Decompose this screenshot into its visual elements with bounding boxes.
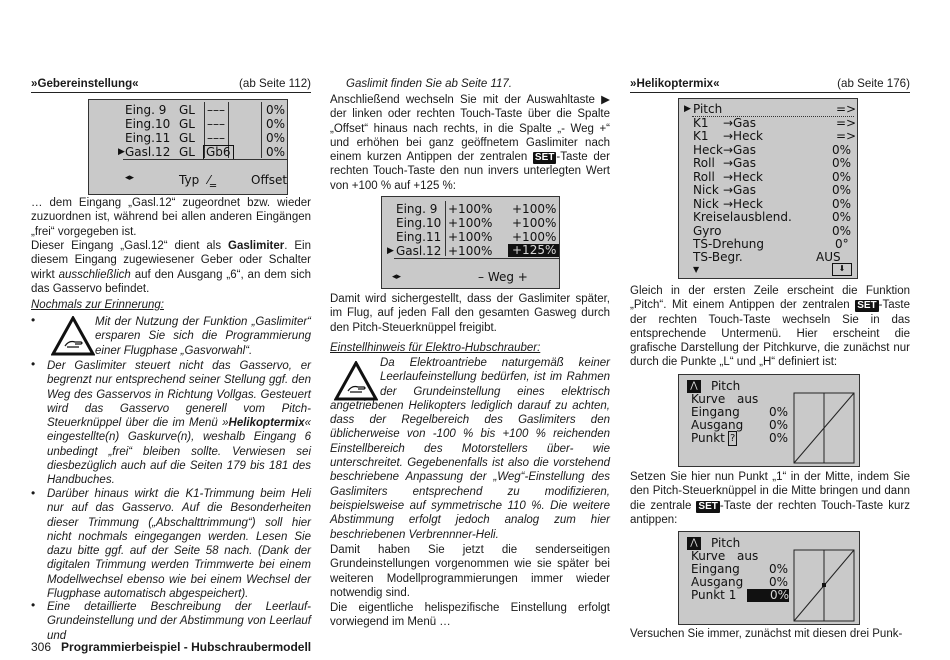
lcd-row: 0% [832,183,852,197]
lcd-row: 0% [832,210,852,224]
lcd-row: +100% [448,216,493,230]
section-page-ref: (ab Seite 176) [837,77,910,90]
lcd-row: ––– [207,103,225,117]
lcd-row: Eing. 9 [396,202,438,216]
lcd-row: 0% [266,131,286,145]
lcd-row: +100% [512,202,557,216]
lcd-row: => [836,116,857,130]
lcd-underline [123,159,287,160]
bullet-text: Der Gaslimiter steuert nicht das Gasservo, er begrenzt nur entsprechend seiner Stellung ggf. den Weg des Gasservos in Richtung Vollgas. Gesteuert wird das Gasservo generell vom Pitch-Steuerknüppel über die im Menü »Helikoptermix« eingestellte(n) Gaskurve(n), weshalb Eingang 6 unbedingt „frei“ bleiben sollte. Verwiesen sei diesbezüglich auch auf die Seiten 179 bis 181 des Handbuches. [47,360,311,487]
lcd-row: Gyro [693,224,722,238]
paragraph: Die eigentliche helispezifische Einstellung erfolgt vorwiegend im Menü … [330,602,610,629]
bullet-icon: • [31,486,36,500]
lcd-pitch-curve-screen [678,374,860,467]
lcd-row: Kurve [691,549,726,563]
paragraph: Gleich in der ersten Zeile erscheint die Funktion „Pitch“. Mit einem Antippen der zentralen SET -Taste der rechten Touch-Taste wechseln Sie in das entsprechende Untermenü. Hier erscheint die grafische Darstellung der Pitchkurve, die zunächst nur durch die Punkte „L“ und „H“ definiert ist: [630,285,910,369]
lcd-title: Pitch [711,536,741,550]
reminder-heading: Nochmals zur Erinnerung: [31,299,164,311]
bullet-text: Darüber hinaus wirkt die K1-Trimmung beim Heli nur auf das Gasservo. Auf die Besonderheiten dieser Trimmung („Abschalttrimmung“) soll hier nicht nochmals eingegangen werden. Lesen Sie dazu bitte ggf. auf der Seite 58 nach. (Dank der digitalen Trimmung werden Trimmwerte bei einem Modellwechsel ebenso wie bei einem Wechsel der Flugphase automatisch abgespeichert). [47,488,311,601]
lcd-row: 0% [266,145,286,159]
lcd-row: 0° [835,237,849,251]
lcd-row: TS-Drehung [693,237,765,251]
lcd-row: Eing.10 [125,117,171,131]
lcd-row: Eingang [691,405,740,419]
lcd-row: K1 [693,129,709,143]
lcd-row: Eing.10 [396,216,442,230]
lcd-row: Nick [693,197,719,211]
bullet-icon: • [31,598,36,612]
lcd-row: →Gas [723,183,756,197]
lcd-row: 0% [832,224,852,238]
section-header [630,76,910,93]
lcd-row: +100% [448,202,493,216]
lcd-row: GL [179,117,195,131]
paragraph: Gaslimit finden Sie ab Seite 117. [346,78,512,90]
pitch-curve-graph [791,375,857,464]
lcd-row: TS-Begr. [693,250,743,264]
lcd-row: Roll [693,170,715,184]
lcd-row: => [836,129,857,143]
lcd-row: Punkt [691,431,725,445]
lcd-row: →Gas [723,116,756,130]
lcd-footer-typ: Typ [179,173,200,187]
bullet-text: Eine detaillierte Beschreibung der Leerlauf-Grundeinstellung und der Abstimmung von Leerlauf und [47,601,311,642]
lcd-row: +100% [512,216,557,230]
curve-icon: ⋀ [687,380,701,393]
set-key-icon: SET [857,300,877,312]
section-title: »Helikoptermix« [630,77,720,90]
lcd-row-selected: Gasl.12 [396,244,442,258]
lcd-row: 0% [832,156,852,170]
lcd-row: ? [730,433,736,444]
lcd-row: →Heck [723,197,764,211]
lcd-row: Eing.11 [396,230,442,244]
lcd-underline [394,258,559,259]
lcd-value-inverted: +125% [508,244,559,257]
lcd-row: →Heck [723,170,764,184]
pitch-curve-graph [791,532,857,622]
lcd-row: Gb6 [203,145,234,160]
lcd-row: Eing.11 [125,131,171,145]
lcd-row: Nick [693,183,719,197]
nav-arrows-icon: ◂▸ [125,173,135,183]
lcd-row: Roll [693,156,715,170]
paragraph: Anschließend wechseln Sie mit der Auswahltaste ▶ der linken oder rechten Touch-Taste über die Spalte „Offset“ hinaus nach rechts, in die Spalte „- Weg +“ und erhöhen bei ganz geöffnetem Gaslimiter nach einem kurzen Antippen der zentralen SET -Taste der rechten Touch-Taste den nun invers unterlegten Wert von +100 % auf +125 %: [330,94,610,192]
set-key-icon: SET [698,500,718,512]
section-title: »Gebereinstellung« [31,77,139,90]
lcd-cursor-icon: ▶ [684,104,691,114]
lcd-vline [445,201,446,256]
scroll-down-icon: ▼ [693,265,700,274]
lcd-title: Pitch [711,379,741,393]
column-middle [330,0,610,660]
nav-arrows-icon: ◂▸ [392,272,402,282]
lcd-row: 0% [832,170,852,184]
lcd-row: aus [737,392,759,406]
lcd-row: 0% [266,103,286,117]
lcd-helimix-screen [678,98,858,279]
lcd-row: +100% [512,230,557,244]
lcd-row: Heck [693,143,723,157]
lcd-value-inverted: 0% [747,589,789,602]
hint-heading: Einstellhinweis für Elektro-Hubschrauber: [330,342,541,354]
lcd-row: GL [179,103,195,117]
section-header [31,76,311,93]
lcd-row: 0% [769,405,789,419]
section-page-ref: (ab Seite 112) [239,77,311,90]
lcd-row: Punkt 1 [691,588,737,602]
lcd-row: +100% [448,230,493,244]
lcd-row: AUS [816,250,841,264]
footer-title: Programmierbeispiel - Hubschraubermodell [61,640,312,654]
lcd-vline-3 [261,102,262,158]
paragraph: Damit wird sichergestellt, dass der Gaslimiter später, im Flug, auf jeden Fall den gesamten Gasweg durch den Pitch-Steuerknüppel freigibt. [330,293,610,334]
lcd-row: 0% [832,197,852,211]
lcd-row: ––– [207,117,225,131]
warning-hand-icon [51,316,95,356]
lcd-row: aus [737,549,759,563]
lcd-cursor-icon: ▶ [118,147,125,157]
lcd-row: => [836,102,857,116]
lcd-row: Kurve [691,392,726,406]
column-right [630,0,910,660]
page-number: 306 [31,640,52,654]
lcd-geber-screen [88,99,288,195]
lcd-row: 0% [266,117,286,131]
lcd-row: Eingang [691,562,740,576]
lcd-row: ––– [207,131,225,145]
switch-icon: ⁄‗ [208,173,217,187]
lcd-row: →Gas [723,143,756,157]
lcd-row: Eing. 9 [125,103,167,117]
enter-icon: ⬇ [832,263,852,276]
curve-icon: ⋀ [687,537,701,550]
lcd-row: Ausgang [691,418,744,432]
column-left [31,0,311,660]
lcd-row: 0% [832,143,852,157]
set-key-icon: SET [534,152,555,164]
lcd-row: Ausgang [691,575,744,589]
page-footer [31,640,311,654]
lcd-row: GL [179,131,195,145]
lcd-row: 0% [769,418,789,432]
lcd-row: Kreiselausblend. [693,210,792,224]
bullet-icon: • [31,357,36,371]
paragraph: Damit haben Sie jetzt die senderseitigen Grundeinstellungen vorgenommen wie sie später bei weiteren Modellprogrammierungen immer wieder notwendig sind. [330,544,610,599]
lcd-weg-screen [381,196,560,289]
lcd-footer-offset: Offset [251,173,288,187]
bullet-text: Mit der Nutzung der Funktion „Gaslimiter“ ersparen Sie sich die Programmierung einer Flugphase „Gasvorwahl“. [95,316,311,357]
hint-text: Da Elektroantriebe naturgemäß keiner Leerlaufeinstellung bedürfen, ist im Rahmen der Grundeinstellung eines elektrisch angetriebenen Helikopters lediglich darauf zu achten, dass der Regelbereich des Gaslimiters den üblicherweise von -100 % bis +100 % reichenden Einstellbereich des Motorstellers über- wie unterschreitet. Gegebenenfalls ist also die vorstehend beschriebene Anpassung der „Weg“-Einstellung des Gaslimiters entsprechend zu modifizieren, beispielsweise auf symmetrische 110 %. Die weitere Abstimmung erfolgt jedoch analog zum hier beschriebenen Verbrennner-Heli. [330,357,610,541]
bullet-icon: • [31,313,36,327]
lcd-row: Pitch [693,102,723,116]
paragraph: Versuchen Sie immer, zunächst mit diesen drei Punk- [630,628,903,640]
paragraph: Setzen Sie hier nun Punkt „1“ in der Mitte, indem Sie den Pitch-Steuerknüppel in die Mitte bringen und dann die zentrale SET -Taste der rechten Touch-Taste kurz antippen: [630,471,910,526]
paragraph: … dem Eingang „Gasl.12“ zugeordnet bzw. wieder zuzuordnen ist, während bei allen anderen Eingängen „frei“ vorgegeben ist. [31,197,311,238]
lcd-row: →Heck [723,129,764,143]
lcd-row: +100% [448,244,493,258]
lcd-pitch-point-screen [678,531,860,625]
lcd-row: GL [179,145,195,159]
lcd-row: 0% [769,431,789,445]
paragraph: Dieser Eingang „Gasl.12“ dient als Gaslimiter. Ein diesem Eingang zugewiesener Geber oder Schalter wirkt ausschließlich auf den Ausgang „6“, an dem sich das Gasservo befindet. [31,240,311,295]
lcd-footer-weg: – Weg + [478,270,528,284]
lcd-row: →Gas [723,156,756,170]
lcd-cursor-icon: ▶ [387,246,394,256]
lcd-row: 0% [769,562,789,576]
lcd-row-selected: Gasl.12 [125,145,171,159]
lcd-row: K1 [693,116,709,130]
lcd-row: 0% [769,575,789,589]
